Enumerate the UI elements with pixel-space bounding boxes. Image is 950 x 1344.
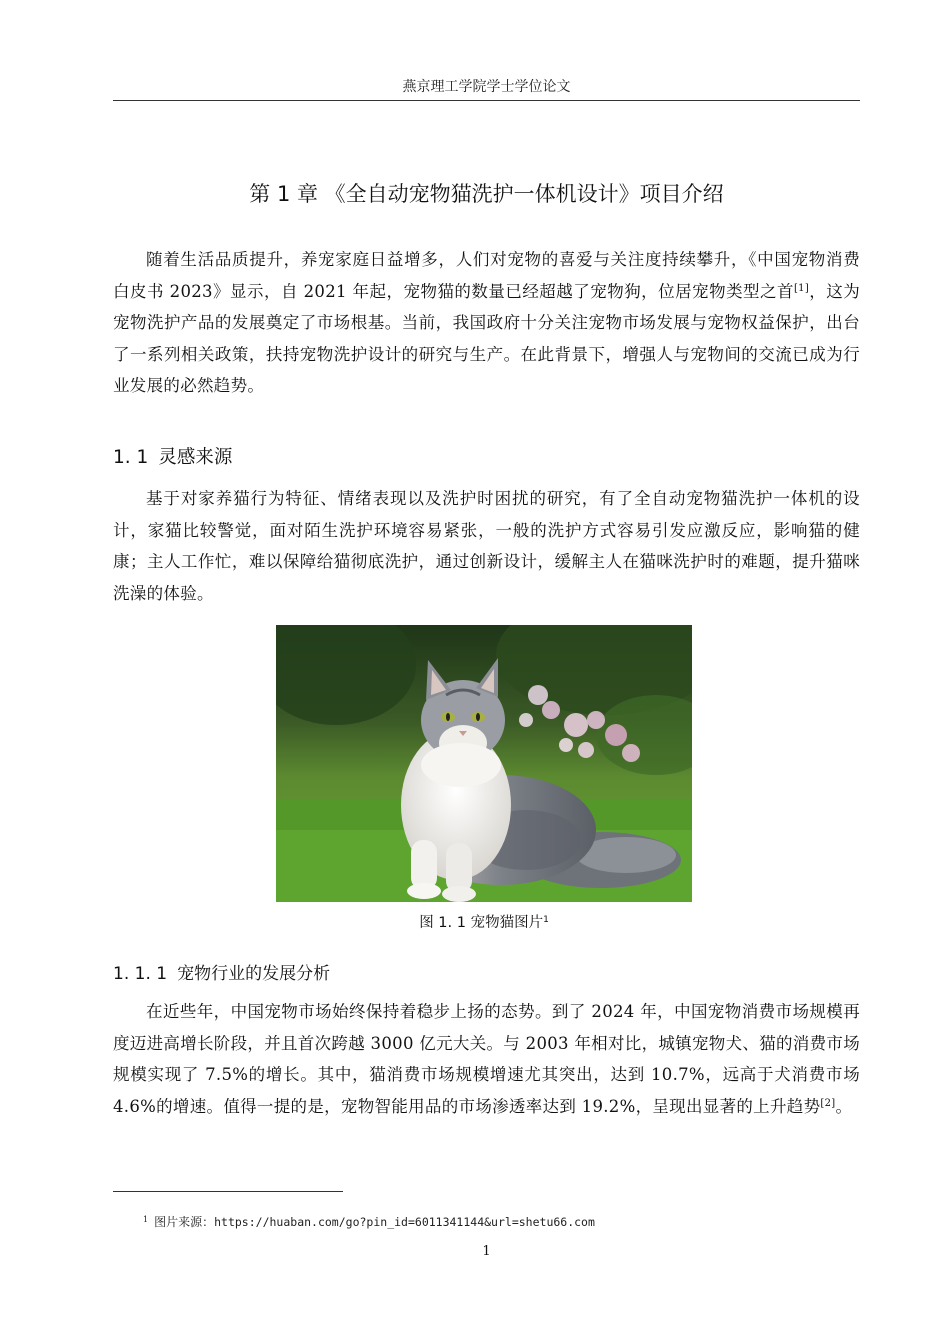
- footnote-ref[interactable]: 1: [543, 915, 549, 925]
- subsection-number: 1. 1. 1: [113, 964, 168, 984]
- industry-text-1: 在近些年，中国宠物市场始终保持着稳步上扬的态势。到了 2024 年，中国宠物消费市场规模再度迈进高增长阶段，并且首次跨越 3000 亿元大关。与 2003 年相对比，城镇宠物犬、猫的消费市场规模实现了 7.5%的增长。其中，猫消费市场规模增速尤其突出，达到 10.7%，远高于犬消费市场 4.6%的增速。值得一提的是，宠物智能用品的市场渗透率达到 19.2%，呈现出显著的上升趋势: [113, 1002, 860, 1116]
- footnote-label: 图片来源：: [154, 1215, 215, 1229]
- page-header: 燕京理工学院学士学位论文: [402, 79, 571, 95]
- intro-paragraph: [113, 244, 860, 402]
- section-heading-1-1-1: [113, 959, 330, 984]
- intro-text-1: 随着生活品质提升，养宠家庭日益增多，人们对宠物的喜爱与关注度持续攀升，《中国宠物消费白皮书 2023》显示，自 2021 年起，宠物猫的数量已经超越了宠物狗，位居宠物类型之首: [113, 250, 860, 301]
- footnote-marker: 1: [143, 1215, 149, 1224]
- citation-1[interactable]: [1]: [793, 282, 810, 294]
- header-divider: [113, 100, 860, 101]
- citation-2[interactable]: [2]: [820, 1097, 836, 1109]
- footnote: [143, 1213, 595, 1230]
- subsection-title: 宠物行业的发展分析: [177, 964, 331, 984]
- section-heading-1-1: [113, 443, 232, 469]
- section-title: 灵感来源: [158, 447, 233, 468]
- cat-photo: [276, 625, 692, 902]
- footnote-divider: [113, 1191, 343, 1192]
- industry-text-2: 。: [835, 1096, 853, 1116]
- page-number: 1: [482, 1244, 491, 1259]
- footnote-url[interactable]: https://huaban.com/go?pin_id=6011341144&url=shetu66.com: [214, 1215, 595, 1229]
- section-number: 1. 1: [113, 447, 149, 468]
- figure-caption: [276, 911, 692, 932]
- intro-text-2: ，这为宠物洗护产品的发展奠定了市场根基。当前，我国政府十分关注宠物市场发展与宠物权益保护，出台了一系列相关政策，扶持宠物洗护设计的研究与生产。在此背景下，增强人与宠物间的交流已成为行业发展的必然趋势。: [113, 281, 860, 395]
- industry-paragraph: [113, 996, 860, 1122]
- chapter-title: 第 1 章 《全自动宠物猫洗护一体机设计》项目介绍: [249, 182, 724, 206]
- figure-caption-text: 图 1. 1 宠物猫图片: [419, 915, 544, 931]
- inspiration-paragraph: 基于对家养猫行为特征、情绪表现以及洗护时困扰的研究，有了全自动宠物猫洗护一体机的设计，家猫比较警觉，面对陌生洗护环境容易紧张，一般的洗护方式容易引发应激反应，影响猫的健康；主人工作忙，难以保障给猫彻底洗护，通过创新设计，缓解主人在猫咪洗护时的难题，提升猫咪洗澡的体验。: [113, 489, 860, 603]
